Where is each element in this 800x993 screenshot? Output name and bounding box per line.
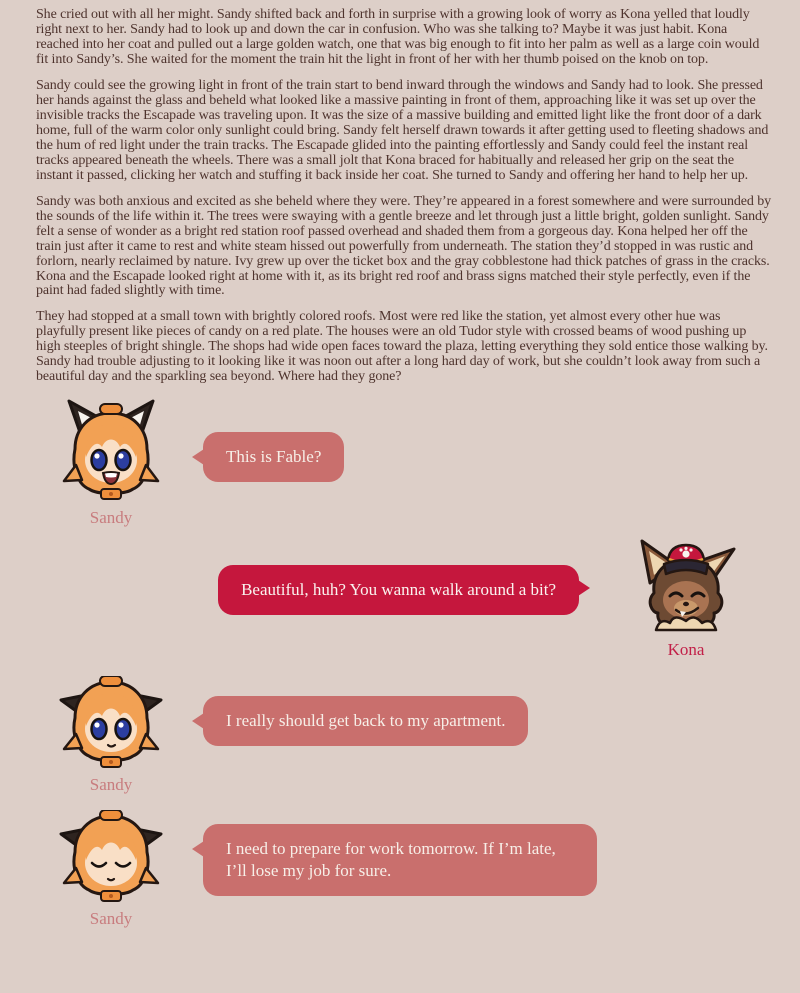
narrative-text bbox=[0, 0, 800, 385]
sandy-avatar bbox=[55, 397, 167, 506]
character-name: Sandy bbox=[89, 775, 133, 795]
chat-message bbox=[0, 676, 800, 795]
chat-message bbox=[0, 397, 800, 528]
chat-message bbox=[0, 537, 800, 660]
message-text: I need to prepare for work tomorrow. If I’m late, I’ll lose my job for sure. bbox=[226, 839, 556, 881]
message-text: Beautiful, huh? You wanna walk around a bit? bbox=[241, 580, 556, 600]
speaker-column bbox=[52, 676, 170, 795]
kona-avatar bbox=[632, 537, 740, 638]
chat-message bbox=[0, 810, 800, 929]
sandy-avatar bbox=[55, 676, 167, 773]
speech-bubble bbox=[203, 696, 528, 746]
message-text: I really should get back to my apartment. bbox=[226, 711, 506, 731]
speech-bubble bbox=[203, 824, 597, 896]
story-paragraph: Sandy could see the growing light in front of the train start to bend inward through the windows and Sandy had to look. She pressed her hands against the glass and beheld what looked like a massive painting in front of them, approaching like it was set up over the invisible tracks the Escapade was traveling upon. It was the size of a massive building and emitted light like the front door of a dark home, full of the warm color only sunlight could bring. Sandy felt herself drawn towards it after getting used to fleeting shadows and the hum of red light under the train tracks. The Escapade glided into the painting effortlessly and Sandy could feel the instant real tracks appeared beneath the wheels. There was a small jolt that Kona braced for habitually and released her grip on the seat the instant it passed, clicking her watch and stuffing it back inside her coat. She turned to Sandy and offering her hand to help her up. bbox=[36, 77, 769, 183]
speaker-column bbox=[52, 397, 170, 528]
story-paragraph: Sandy was both anxious and excited as she beheld where they were. They’re appeared in a forest somewhere and were surrounded by the sounds of the life within it. The trees were swaying with a gentle breeze and let through just a little bright, golden sunlight. Sandy felt a sense of wonder as a bright red station roof passed overhead and shaded them from a gorgeous day. Kona helped her off the train just after it came to rest and white steam hissed out powerfully from underneath. The station they’d stopped in was rustic and forlorn, nearly reclaimed by nature. Ivy grew up over the ticket box and the gray cobblestone had thick patches of grass in the cracks. Kona and the Escapade looked right at home with it, as its bright red roof and brass signs matched their style perfectly, even if the paint had faded slightly with time. bbox=[36, 193, 771, 299]
speaker-column bbox=[627, 537, 745, 660]
character-name: Sandy bbox=[89, 909, 133, 929]
message-text: This is Fable? bbox=[226, 447, 322, 467]
story-paragraph: They had stopped at a small town with brightly colored roofs. Most were red like the station, yet almost every other hue was playfully present like pieces of candy on a red plate. The houses were an old Tudor style with crossed beams of wood pushing up high steeples of bright shingle. The shops had wide open faces toward the plaza, letting everything they sold entice those walking by. Sandy had trouble adjusting to it looking like it was noon out after a long hard day of work, but she couldn’t look away from such a beautiful day and the sparkling sea beyond. Where had they gone? bbox=[36, 309, 768, 385]
sandy-avatar bbox=[55, 810, 167, 907]
speech-bubble bbox=[218, 565, 579, 615]
speaker-column bbox=[52, 810, 170, 929]
story-paragraph: She cried out with all her might. Sandy shifted back and forth in surprise with a growing look of worry as Kona yelled that loudly right next to her. Sandy had to look up and down the car in confusion. Who was she talking to? Maybe it was just habit. Kona reached into her coat and pulled out a large golden watch, one that was big enough to fit into her palm as well as a large coin would fit into Sandy’s. She waited for the moment the train hit the light in front of her with her thumb poised on the knob on top. bbox=[36, 7, 760, 67]
character-name: Kona bbox=[667, 640, 705, 660]
speech-bubble bbox=[203, 432, 344, 482]
character-name: Sandy bbox=[89, 508, 133, 528]
chat-log bbox=[0, 397, 800, 929]
